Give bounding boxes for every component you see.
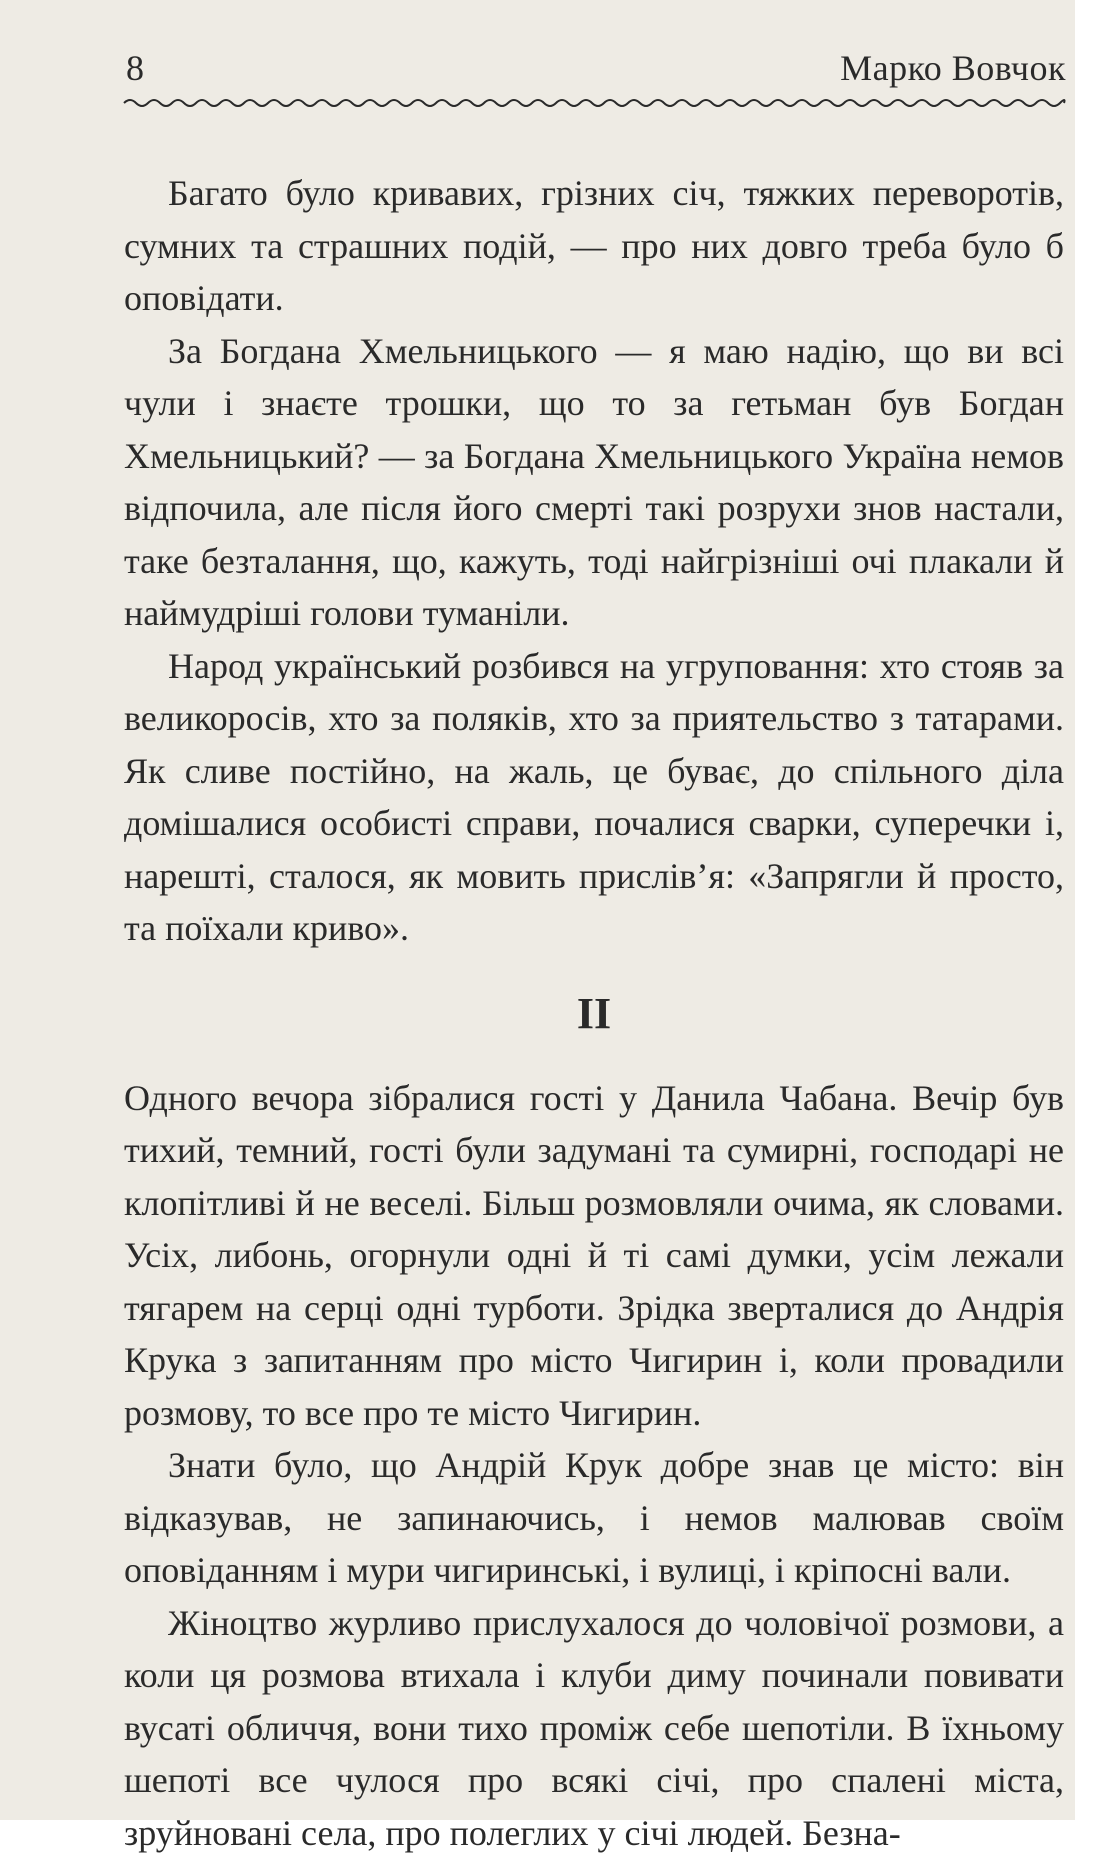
page-number: 8 [126, 46, 144, 90]
paragraph: Одного вечора зібралися гості у Данила Чабана. Вечір був тихий, темний, гості були задумані та сумирні, господарі не клопітливі й не веселі. Більш розмовляли очима, як словами. Усіх, либонь, огорнули одні й ті самі думки, усім лежали тягарем на серці одні турботи. Зрідка зверталися до Андрія Крука з запитанням про місто Чигирин і, коли провадили розмову, то все про те місто Чигирин. [124, 1072, 1064, 1440]
paragraph: Народ український розбився на угруповання: хто стояв за великоросів, хто за поляків, хто за приятельство з татарами. Як сливе постійно, на жаль, це буває, до спільного діла домішалися особисті справи, почалися сварки, суперечки і, нарешті, сталося, як мовить прислів’я: «Запрягли й просто, та поїхали криво». [124, 640, 1064, 955]
chapter-heading: II [124, 955, 1064, 1072]
body-text [124, 167, 1064, 1859]
running-title: Марко Вовчок [840, 46, 1066, 90]
paragraph: За Богдана Хмельницького — я маю надію, що ви всі чули і знаєте трошки, що то за гетьман був Богдан Хмельницький? — за Богдана Хмельницького Україна немов відпочила, але після його смерті такі розрухи знов настали, таке безталання, що, кажуть, тоді найгрізніші очі плакали й наймудріші голови туманіли. [124, 325, 1064, 640]
wavy-header-rule [124, 95, 1064, 111]
paragraph: Жіноцтво журливо прислухалося до чоловічої розмови, а коли ця розмова втихала і клуби диму починали повивати вусаті обличчя, вони тихо проміж себе шепотіли. В їхньому шепоті все чулося про всякі січі, про спалені міста, зруйновані села, про полеглих у січі людей. Безна- [124, 1597, 1064, 1859]
paragraph: Багато було кривавих, грізних січ, тяжких переворотів, сумних та страшних подій, — про них довго треба було б оповідати. [124, 167, 1064, 325]
paragraph: Знати було, що Андрій Крук добре знав це місто: він відказував, не запинаючись, і немов малював своїм оповіданням і мури чигиринські, і вулиці, і кріпосні вали. [124, 1439, 1064, 1597]
